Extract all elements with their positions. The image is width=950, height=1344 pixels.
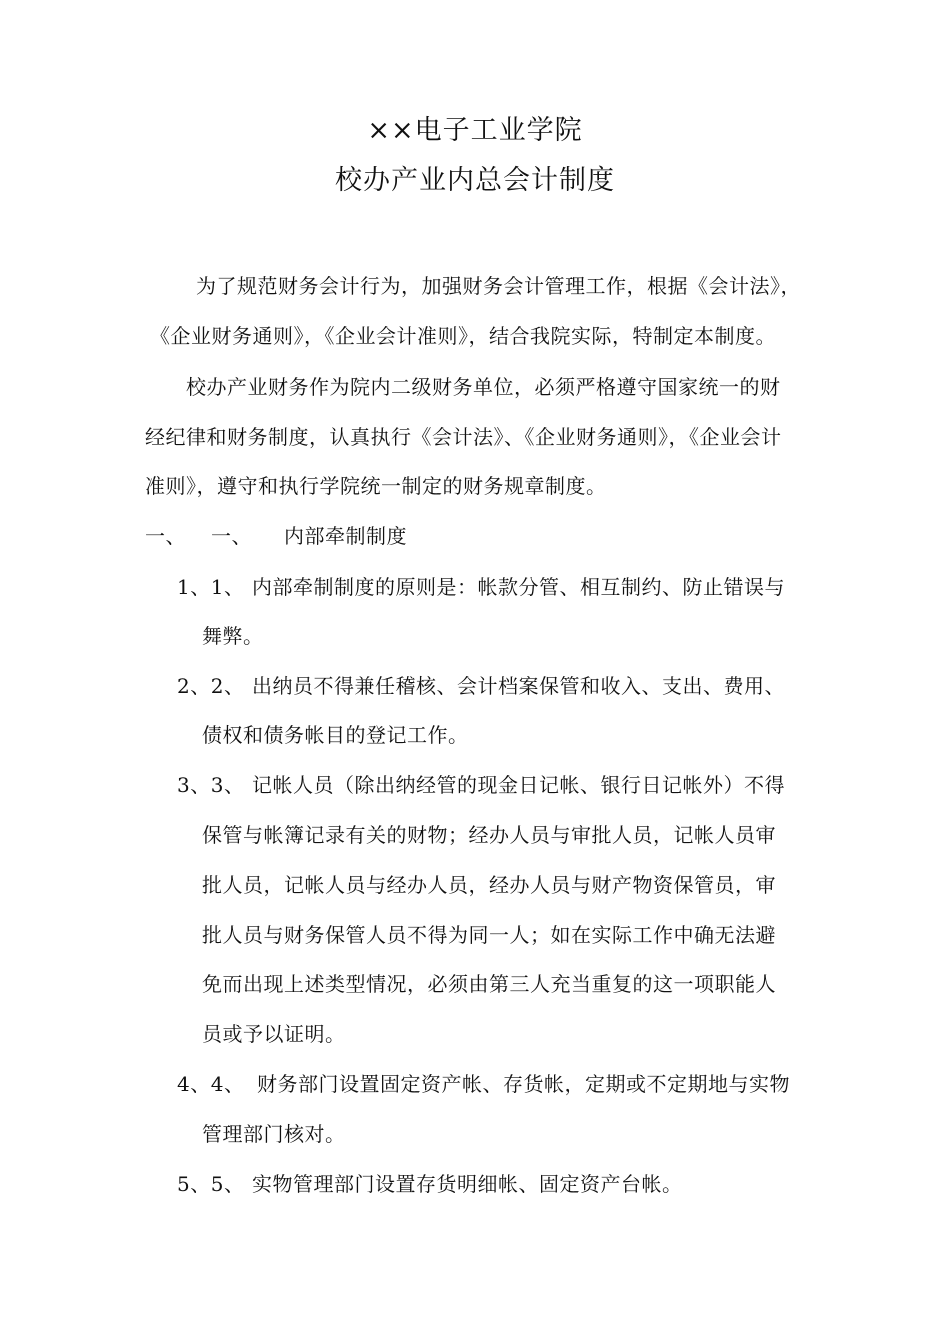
intro-paragraph-1-line-2: 《企业财务通则》，《企业会计准则》，结合我院实际，特制定本制度。 bbox=[150, 324, 776, 348]
section-heading: 内部牵制制度 bbox=[284, 524, 407, 548]
intro-paragraph-1-line-1: 为了规范财务会计行为，加强财务会计管理工作，根据《会计法》， bbox=[196, 274, 801, 298]
list-item-number: 3、3、 bbox=[177, 773, 245, 797]
list-item-text: 保管与帐簿记录有关的财物；经办人员与审批人员，记帐人员审 bbox=[202, 823, 776, 847]
list-item-text: 员或予以证明。 bbox=[202, 1022, 346, 1046]
section-number-outer: 一、 bbox=[145, 524, 186, 548]
list-item-text: 内部牵制制度的原则是：帐款分管、相互制约、防止错误与 bbox=[252, 575, 785, 599]
list-item-text: 批人员与财务保管人员不得为同一人；如在实际工作中确无法避 bbox=[202, 923, 776, 947]
list-item-text: 债权和债务帐目的登记工作。 bbox=[202, 723, 469, 747]
intro-paragraph-2-line-1: 校办产业财务作为院内二级财务单位，必须严格遵守国家统一的财 bbox=[186, 375, 781, 399]
list-item-text: 批人员，记帐人员与经办人员，经办人员与财产物资保管员，审 bbox=[202, 873, 776, 897]
list-item-text: 记帐人员（除出纳经管的现金日记帐、银行日记帐外）不得 bbox=[252, 773, 785, 797]
list-item-text: 管理部门核对。 bbox=[202, 1122, 346, 1146]
intro-paragraph-2-line-3: 准则》，遵守和执行学院统一制定的财务规章制度。 bbox=[145, 474, 607, 498]
document-title-institution: ××电子工业学院 bbox=[367, 115, 583, 146]
list-item-number: 5、5、 bbox=[177, 1172, 245, 1196]
list-item-number: 2、2、 bbox=[177, 674, 245, 698]
intro-paragraph-2-line-2: 经纪律和财务制度，认真执行《会计法》、《企业财务通则》，《企业会计 bbox=[145, 425, 782, 449]
document-title-regulation: 校办产业内总会计制度 bbox=[335, 165, 615, 196]
list-item-text: 免而出现上述类型情况，必须由第三人充当重复的这一项职能人 bbox=[202, 972, 776, 996]
list-item-text: 财务部门设置固定资产帐、存货帐，定期或不定期地与实物 bbox=[257, 1072, 790, 1096]
list-item-text: 舞弊。 bbox=[202, 624, 264, 648]
list-item-number: 4、4、 bbox=[177, 1072, 245, 1096]
section-number-inner: 一、 bbox=[211, 524, 252, 548]
list-item-number: 1、1、 bbox=[177, 575, 245, 599]
list-item-text: 实物管理部门设置存货明细帐、固定资产台帐。 bbox=[252, 1172, 683, 1196]
list-item-text: 出纳员不得兼任稽核、会计档案保管和收入、支出、费用、 bbox=[252, 674, 785, 698]
